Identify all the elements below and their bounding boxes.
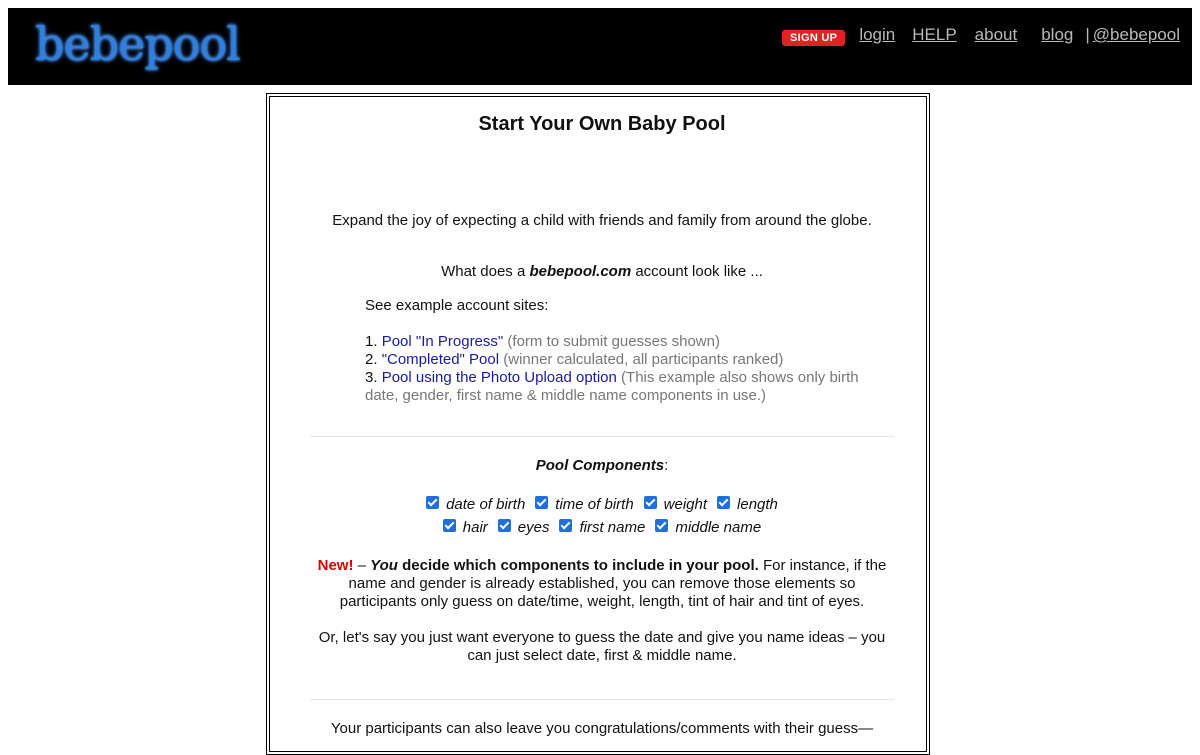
site-header (8, 8, 1192, 85)
example-note: (winner calculated, all participants ranked) (499, 351, 784, 368)
component-label: first name (579, 519, 646, 536)
examples-block (365, 297, 885, 405)
component-eyes[interactable] (498, 519, 550, 536)
new-badge: New! (317, 557, 354, 574)
components-colon: : (664, 457, 669, 474)
what-suffix: account look like ... (631, 263, 763, 280)
or-text: Or, let's say you just want everyone to guess the date and give you name ideas – you can just select date, first & middle name. (318, 629, 886, 664)
blog-link[interactable]: blog (1041, 25, 1074, 44)
example-link-completed[interactable]: "Completed" Pool (381, 351, 500, 368)
components-checkboxes (310, 493, 894, 539)
checkbox-checked[interactable] (498, 519, 511, 532)
checkbox-checked[interactable] (426, 496, 439, 509)
example-number: 3. (365, 369, 382, 386)
component-label: date of birth (446, 496, 526, 513)
checkbox-checked[interactable] (559, 519, 572, 532)
login-link[interactable]: login (859, 25, 896, 44)
component-label: eyes (517, 519, 550, 536)
example-note: (This example also shows only birth date, gender, first name & middle name components in use.) (365, 369, 859, 404)
new-rest: For instance, if the name and gender is already established, you can remove those elements so participants only guess on date/time, weight, length, tint of hair and tint of eyes. (339, 557, 887, 610)
example-link-photo-upload[interactable]: Pool using the Photo Upload option (381, 369, 617, 386)
new-you: You (370, 557, 398, 574)
brand-name: bebepool.com (529, 263, 632, 280)
comments-text: Your participants can also leave you congratulations/comments with their guess— (330, 720, 874, 737)
example-number: 2. (365, 351, 382, 368)
checkbox-checked[interactable] (443, 519, 456, 532)
checkbox-checked[interactable] (717, 496, 730, 509)
new-feature-text (310, 557, 894, 611)
content-column (310, 97, 894, 737)
what-looks-like (310, 263, 894, 281)
content-box-inner (269, 96, 927, 752)
example-item (365, 369, 885, 405)
help-link[interactable]: HELP (912, 25, 957, 44)
component-label: middle name (675, 519, 762, 536)
example-note: (form to submit guesses shown) (503, 333, 720, 350)
checkbox-checked[interactable] (535, 496, 548, 509)
components-title: Pool Components (535, 457, 665, 474)
checkbox-checked[interactable] (644, 496, 657, 509)
about-link[interactable]: about (974, 25, 1018, 44)
section-divider (310, 436, 894, 437)
component-first-name[interactable] (559, 519, 645, 536)
components-row-1 (310, 493, 894, 516)
component-label: length (737, 496, 778, 513)
intro-text: Expand the joy of expecting a child with friends and family from around the globe. (332, 212, 872, 229)
example-item (365, 351, 885, 369)
component-label: time of birth (555, 496, 634, 513)
content-box (266, 93, 930, 755)
what-prefix: What does a (441, 263, 530, 280)
component-middle-name[interactable] (655, 519, 761, 536)
new-dash: – (353, 557, 371, 574)
top-nav (782, 24, 1180, 46)
signup-button[interactable]: SIGN UP (782, 30, 845, 46)
example-item (365, 333, 885, 351)
component-time-of-birth[interactable] (535, 496, 633, 513)
checkbox-checked[interactable] (655, 519, 668, 532)
example-number: 1. (365, 333, 382, 350)
new-bold: decide which components to include in your pool. (397, 557, 759, 574)
components-row-2 (310, 516, 894, 539)
component-label: weight (663, 496, 708, 513)
examples-heading: See example account sites: (365, 297, 549, 314)
nav-separator: | (1085, 25, 1090, 44)
components-heading (310, 457, 894, 475)
page-title: Start Your Own Baby Pool (478, 113, 726, 135)
section-divider (310, 699, 894, 700)
component-weight[interactable] (644, 496, 707, 513)
site-logo[interactable]: bebepool (35, 17, 240, 71)
component-label: hair (462, 519, 488, 536)
component-length[interactable] (717, 496, 778, 513)
example-link-in-progress[interactable]: Pool "In Progress" (381, 333, 504, 350)
component-date-of-birth[interactable] (426, 496, 525, 513)
component-hair[interactable] (443, 519, 488, 536)
twitter-link[interactable]: @bebepool (1092, 25, 1180, 44)
